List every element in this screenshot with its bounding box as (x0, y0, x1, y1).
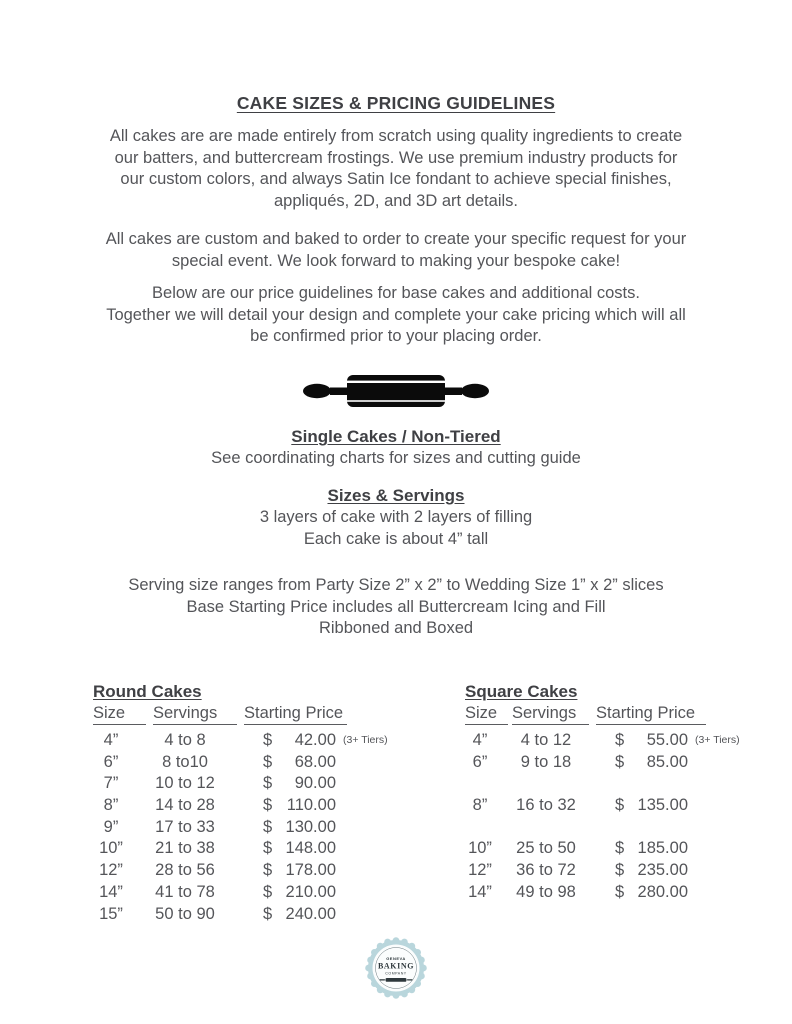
price-cell (597, 882, 688, 904)
servings-cell: 16 to 32 (516, 796, 576, 815)
currency-sign: $ (615, 731, 625, 749)
table-row (93, 773, 423, 795)
currency-sign: $ (263, 731, 273, 749)
price-cell (597, 838, 688, 860)
currency-sign: $ (263, 882, 273, 901)
logo-word-top: GENEVA (386, 956, 406, 962)
tier-note (336, 817, 343, 839)
table-row (465, 730, 792, 752)
size-cell: 14” (468, 882, 492, 901)
column-header: Starting Price (244, 703, 347, 725)
tier-note (688, 795, 695, 817)
table-row (93, 795, 423, 817)
price-amount: 178.00 (285, 861, 336, 880)
price-cell (241, 860, 336, 882)
text-line: Ribboned and Boxed (318, 619, 474, 638)
table-row (93, 817, 423, 839)
price-cell (597, 817, 688, 839)
text-line: our batters, and buttercream frostings. We use premium industry products for (114, 148, 678, 167)
sizes-servings-heading: Sizes & Servings (327, 486, 465, 505)
size-cell: 10” (99, 839, 123, 858)
table-row (93, 838, 423, 860)
table-row (93, 882, 423, 904)
servings-cell: 21 to 38 (155, 839, 215, 858)
price-amount: 235.00 (637, 861, 688, 880)
servings-cell: 4 to 12 (520, 731, 572, 749)
tier-note (336, 838, 343, 860)
logo-word-bottom: COMPANY (385, 971, 407, 976)
price-amount: 135.00 (637, 796, 688, 815)
text-line: Base Starting Price includes all Buttercream Icing and Fill (186, 597, 606, 616)
price-amount: 90.00 (294, 774, 336, 793)
price-cell (241, 882, 336, 904)
price-amount: 185.00 (637, 839, 688, 858)
size-cell: 12” (468, 861, 492, 880)
table-row (465, 795, 792, 817)
table-row (93, 752, 423, 774)
tier-note (336, 860, 343, 882)
logo-word-main: BAKING (377, 961, 415, 971)
text-line: All cakes are custom and baked to order to create your specific request for your (105, 230, 687, 248)
column-header: Size (93, 703, 146, 725)
servings-cell: 9 to 18 (520, 752, 572, 771)
size-cell: 8” (472, 796, 488, 815)
table-row (93, 904, 423, 926)
size-cell: 4” (103, 731, 119, 749)
bakery-logo-badge (365, 937, 427, 999)
table-row (93, 730, 423, 752)
price-cell (241, 752, 336, 774)
price-amount: 148.00 (285, 839, 336, 858)
price-cell (597, 773, 688, 795)
size-cell: 6” (472, 752, 488, 771)
sizes-servings-line: 3 layers of cake with 2 layers of filling (259, 508, 533, 526)
currency-sign: $ (615, 882, 625, 901)
table-row (465, 838, 792, 860)
size-cell: 10” (468, 839, 492, 858)
size-cell: 12” (99, 861, 123, 880)
tier-note (688, 817, 695, 839)
rolling-pin-icon (300, 368, 492, 414)
tier-note (688, 752, 695, 774)
table-title: Square Cakes (465, 682, 578, 701)
price-cell (597, 752, 688, 774)
currency-sign: $ (263, 817, 273, 836)
price-cell (241, 904, 336, 926)
price-amount: 85.00 (646, 752, 688, 771)
price-cell (241, 838, 336, 860)
servings-cell: 41 to 78 (155, 882, 215, 901)
servings-cell: 4 to 8 (164, 731, 206, 749)
size-cell: 15” (99, 904, 123, 923)
size-cell: 8” (103, 796, 119, 815)
servings-cell: 50 to 90 (155, 904, 215, 923)
price-amount: 68.00 (294, 752, 336, 771)
serving-info (0, 575, 792, 640)
price-cell (241, 795, 336, 817)
servings-cell (495, 817, 597, 839)
tier-note (336, 773, 343, 795)
table-row (465, 773, 792, 795)
table-row (93, 860, 423, 882)
size-cell: 14” (99, 882, 123, 901)
price-amount: 55.00 (646, 731, 688, 749)
tier-note (688, 838, 695, 860)
currency-sign: $ (615, 861, 625, 880)
price-amount: 42.00 (294, 731, 336, 749)
currency-sign: $ (263, 904, 273, 923)
currency-sign: $ (263, 839, 273, 858)
tier-note: (3+ Tiers) (695, 734, 740, 746)
price-amount: 210.00 (285, 882, 336, 901)
tier-note (336, 904, 343, 926)
size-cell: 7” (103, 774, 119, 793)
square-cakes-table (465, 681, 792, 904)
price-cell (597, 795, 688, 817)
price-amount: 280.00 (637, 882, 688, 901)
size-cell (465, 773, 495, 795)
currency-sign: $ (615, 796, 625, 815)
size-cell: 4” (472, 731, 488, 749)
servings-cell: 8 to10 (162, 752, 208, 771)
column-header: Size (465, 703, 508, 725)
column-header: Servings (512, 703, 589, 725)
text-line: Serving size ranges from Party Size 2” x 2” to Wedding Size 1” x 2” slices (128, 576, 664, 594)
size-cell: 9” (103, 817, 119, 836)
tier-note (336, 752, 343, 774)
currency-sign: $ (263, 861, 273, 880)
tier-note (688, 773, 695, 795)
text-line: be confirmed prior to your placing order. (250, 327, 542, 346)
text-line: All cakes are are made entirely from scratch using quality ingredients to create (109, 127, 683, 145)
size-cell: 6” (103, 752, 119, 771)
servings-cell: 28 to 56 (155, 861, 215, 880)
tier-note (688, 860, 695, 882)
servings-cell: 14 to 28 (155, 796, 215, 815)
price-amount: 130.00 (285, 817, 336, 836)
price-amount: 110.00 (286, 796, 336, 815)
tier-note (336, 795, 343, 817)
servings-cell: 49 to 98 (516, 882, 576, 901)
currency-sign: $ (263, 774, 273, 793)
currency-sign: $ (263, 752, 273, 771)
table-row (465, 817, 792, 839)
table-header-row (93, 703, 423, 725)
page-title: CAKE SIZES & PRICING GUIDELINES (236, 93, 556, 113)
tier-note: (3+ Tiers) (343, 734, 388, 746)
servings-cell: 17 to 33 (155, 817, 215, 836)
column-header: Starting Price (596, 703, 706, 725)
tier-note (688, 882, 695, 904)
table-title: Round Cakes (93, 682, 202, 701)
round-cakes-table (93, 681, 423, 925)
price-cell (241, 730, 336, 752)
single-cakes-heading: Single Cakes / Non-Tiered (291, 427, 501, 446)
table-row (465, 882, 792, 904)
table-body (93, 730, 423, 925)
text-line: Together we will detail your design and complete your cake pricing which will all (106, 305, 686, 324)
price-cell (241, 773, 336, 795)
intro-paragraph-2 (0, 229, 792, 272)
price-cell (241, 817, 336, 839)
servings-cell: 36 to 72 (516, 861, 576, 880)
servings-cell (495, 773, 597, 795)
table-header-row (465, 703, 792, 725)
text-line: special event. We look forward to making your bespoke cake! (171, 251, 621, 270)
table-row (465, 860, 792, 882)
table-row (465, 752, 792, 774)
text-line: appliqués, 2D, and 3D art details. (274, 192, 518, 211)
servings-cell: 10 to 12 (155, 774, 215, 793)
table-body (465, 730, 792, 904)
tier-note (336, 882, 343, 904)
column-header: Servings (153, 703, 237, 725)
text-line: our custom colors, and always Satin Ice fondant to achieve special finishes, (120, 170, 672, 189)
price-amount: 240.00 (285, 904, 336, 923)
intro-paragraph-1 (0, 126, 792, 213)
size-cell (465, 817, 495, 839)
text-line: Below are our price guidelines for base cakes and additional costs. (152, 284, 640, 302)
servings-cell: 25 to 50 (516, 839, 576, 858)
sizes-servings-line: Each cake is about 4” tall (303, 530, 489, 548)
price-cell (597, 860, 688, 882)
price-cell (597, 730, 688, 752)
intro-paragraph-3 (0, 283, 792, 348)
single-cakes-subtext: See coordinating charts for sizes and cutting guide (211, 449, 581, 467)
currency-sign: $ (263, 796, 273, 815)
currency-sign: $ (615, 752, 625, 771)
currency-sign: $ (615, 839, 625, 858)
